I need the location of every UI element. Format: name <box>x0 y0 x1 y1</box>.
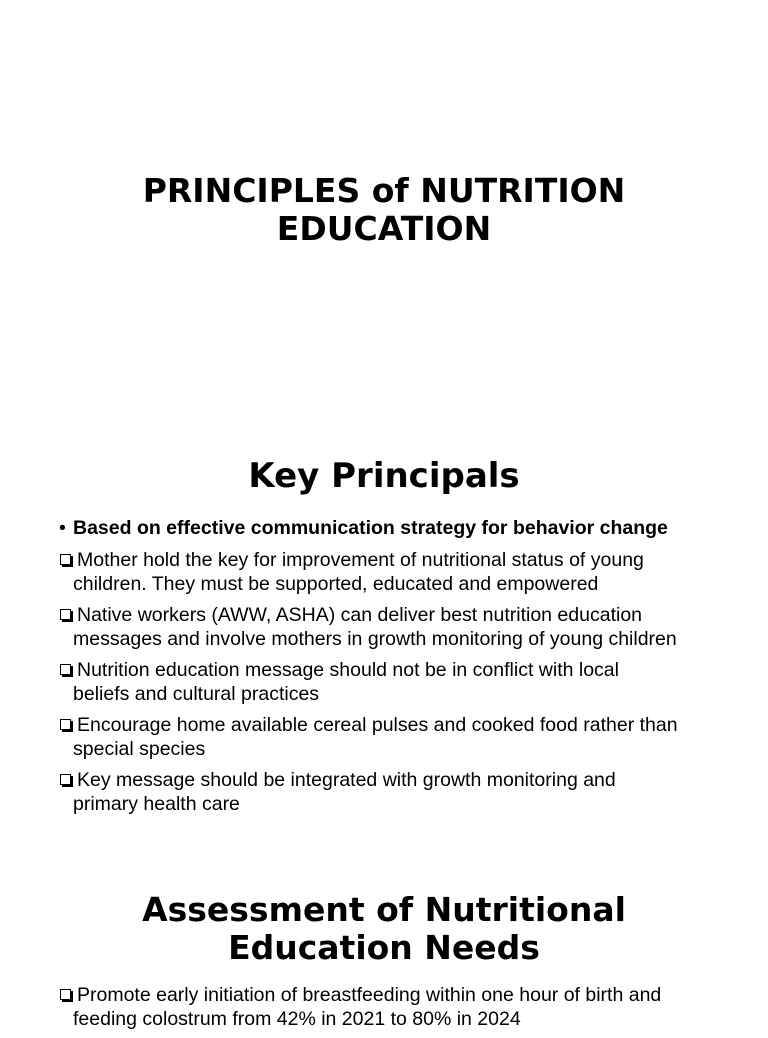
list-item-text <box>73 984 661 1030</box>
checkbox-bullet-icon <box>60 774 71 785</box>
key-principals-list <box>57 516 737 823</box>
checkbox-bullet-icon <box>60 554 71 565</box>
slide-3-title-line-1: Assessment of Nutritional <box>142 890 626 929</box>
list-item-line-2: primary health care <box>73 793 240 815</box>
list-item-line-1: Mother hold the key for improvement of nutritional status of young <box>77 549 644 571</box>
list-item <box>57 768 737 816</box>
list-item-line-1: Nutrition education message should not be in conflict with local <box>77 659 619 681</box>
slide-1-title-line-1: PRINCIPLES of NUTRITION <box>142 171 626 210</box>
bullet-dot-icon: • <box>59 517 66 539</box>
list-item-line-1: Key message should be integrated with growth monitoring and <box>77 769 616 791</box>
list-item <box>57 713 737 761</box>
checkbox-bullet-icon <box>60 989 71 1000</box>
checkbox-bullet-icon <box>60 609 71 620</box>
checkbox-bullet-icon <box>60 719 71 730</box>
list-item <box>57 658 737 706</box>
list-item-line-2: feeding colostrum from 42% in 2021 to 80% in 2024 <box>73 1008 521 1030</box>
list-item <box>57 516 737 540</box>
slide-1-title <box>0 172 768 248</box>
list-item-text <box>73 659 619 705</box>
assessment-list <box>57 983 737 1038</box>
slide-2-title-line-1: Key Principals <box>248 456 520 496</box>
list-item-line-1: Promote early initiation of breastfeeding within one hour of birth and <box>77 984 662 1006</box>
list-item <box>57 548 737 596</box>
list-item-text: Based on effective communication strategy for behavior change <box>73 517 668 539</box>
slide-2-title <box>0 456 768 496</box>
list-item-text <box>73 769 616 815</box>
slide-3-title <box>0 891 768 967</box>
list-item-line-2: beliefs and cultural practices <box>73 683 320 705</box>
list-item-line-1: Native workers (AWW, ASHA) can deliver best nutrition education <box>77 604 643 626</box>
list-item-text <box>73 714 678 760</box>
list-item <box>57 603 737 651</box>
list-item-line-2: children. They must be supported, educated and empowered <box>73 573 599 595</box>
list-item-line-2: messages and involve mothers in growth monitoring of young children <box>73 628 677 650</box>
list-item-line-1: Encourage home available cereal pulses and cooked food rather than <box>77 714 678 736</box>
list-item-text <box>73 604 677 650</box>
list-item-line-2: special species <box>73 738 206 760</box>
list-item-text <box>73 549 644 595</box>
checkbox-bullet-icon <box>60 664 71 675</box>
slide-1-title-line-2: EDUCATION <box>276 209 492 248</box>
slide-3-title-line-2: Education Needs <box>228 928 540 967</box>
